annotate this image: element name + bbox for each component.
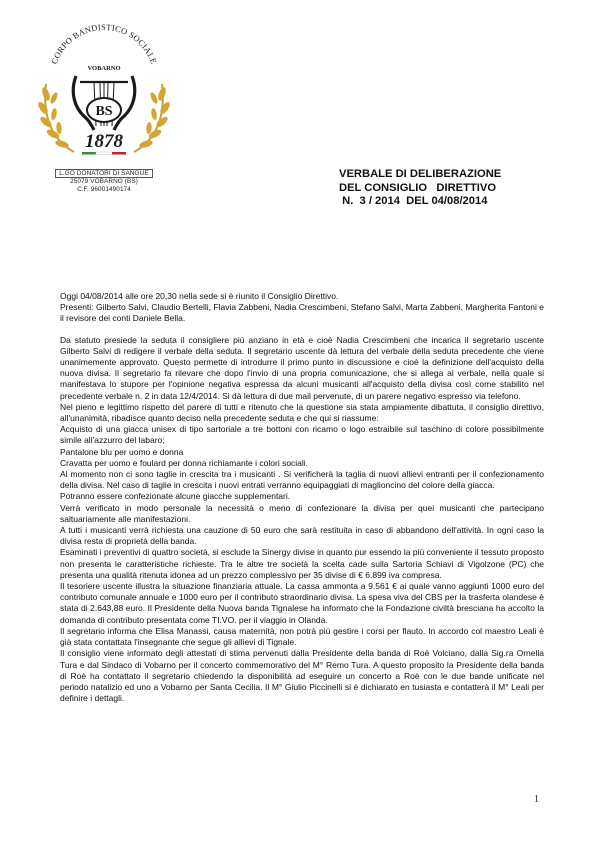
logo-fiscal-code: C.F. 96001490174: [77, 185, 131, 193]
paragraph-finances: Il tesoriere uscente illustra la situazione finanziaria attuale. La cassa ammonta a 9.561 € ai quale vanno aggiunti 1000 euro del contributo comunale annuale e 1000 euro per il contributo straordinario divisa. La spesa viva del CBS per la trasferta olandese è stata di 2.643,88 euro. Il Presidente della Nuova banda Tignalese ha informato che la Fondazione civiltà bresciana ha accolto la domanda di contributo presentata come TI.VO. per il viaggio in Olanda.: [60, 581, 544, 625]
paragraph-quotes: Esaminati i preventivi di quattro società, si esclude la Sinergy divise in quanto pur essendo la più conveniente il tessuto proposto non presenta le caratteristiche richieste. Tra le altre tre società la scelta cade sulla Sartoria Schiavi di Vigolzone (PC) che presenta una qualità ritenuta idonea ad un prezzo complessivo per 35 divise di € 6.899 iva compresa.: [60, 547, 544, 580]
title-line-2: DEL CONSIGLIO DIRETTIVO: [339, 181, 497, 194]
lyre-emblem-icon: [24, 22, 184, 172]
paragraph-flute-teacher: Il segretario informa che Elisa Manassi, causa maternità, non potrà più gestire i corsi per flauto. In accordo col maestro Leali è già stata contattata l'insegnante che segue gli allievi di Tignale.: [60, 625, 544, 648]
svg-text:CORPO BANDISTICO SOCIALE: [50, 23, 158, 65]
paragraph-trousers: Pantalone blu per uomo e donna: [60, 446, 184, 457]
logo-address-street: L.GO DONATORI DI SANGUE: [55, 169, 152, 178]
logo-year: 1878: [85, 131, 123, 152]
logo-caption: [24, 169, 184, 193]
minutes-body: [60, 291, 544, 704]
paragraph-attendees: Presenti: Gilberto Salvi, Claudio Bertelli, Flavia Zabbeni, Nadia Crescimbeni, Stefano Salvi, Marta Zabbeni, Margherita Fantoni e il revisore dei conti Daniele Bella.: [60, 302, 544, 324]
logo-address-town: 25079 VOBARNO (BS): [70, 178, 138, 185]
paragraph-deposit: A tutti i musicanti verrà richiesta una cauzione di 50 euro che sarà restituita in caso di abbandono dell'attività. In ogni caso la divisa resta di proprietà della banda.: [60, 525, 544, 547]
paragraph-meeting-date: Oggi 04/08/2014 alle ore 20,30 nella sede si è riunito il Consiglio Direttivo.: [60, 291, 339, 301]
paragraph-opening: Da statuto presiede la seduta il consigliere più anziano in età e cioè Nadia Crescimbeni che incarica il segretario uscente Gilberto Salvi di redigere il verbale della seduta. Il segretario uscente dà lettura del verbale della seduta precedente che viene unanimemente approvato. Questo permette di introdurre il primo punto in discussione e cioè la definizione dell'acquisto della nuova divisa. Il segretario fa rilevare che dopo l'invio di una propria comunicazione, che si allega al verbale, nella quale si manifestava lo stupore per l'opinione negativa espressa da alcuni musicanti all'acquisto della divisa così come stabilito nel precedente verbale n. 2 in data 12/4/2014. Si dà lettura di due mail pervenute, di un parere negativo espresso via telefono.: [60, 334, 544, 401]
logo-town: VOBARNO: [87, 65, 121, 72]
paragraph-concerts: Il consiglio viene informato degli attestati di stima pervenuti dalla Presidente della banda di Roè Volciano, dalla Sig.ra Ornella Tura e dal Sindaco di Vobarno per il concerto commemorativo del M° Remo Tura. A questo proposito la Presidente della banda di Roè ha contattato il segretario chiedendo la disponibilità ad eseguire un concerto a Roè con le due bande unificate nel periodo natalizio ed uno a Vobarno per Santa Cecilia. Il M° Giulio Piccinelli si è dichiarato en tusiasta e contatterà il M° Leali per definire i dettagli.: [60, 648, 544, 704]
paragraph-tie: Cravatta per uomo e foulard per donna richiamante i colori sociali.: [60, 457, 309, 468]
paragraph-extra-jackets: Potranno essere confezionate alcune giacche supplementari.: [60, 491, 291, 502]
title-line-3: N. 3 / 2014 DEL 04/08/2014: [339, 195, 488, 207]
paragraph-decision: Nel pieno e legittimo rispetto del parere di tutti e ritenuto che la questione sia stata ampiamente dibattuta, il consiglio direttivo, all'unanimità, ribadisce quanto deciso nella precedente seduta e che qui si riassume:: [60, 401, 544, 424]
document-title: [339, 168, 501, 209]
logo-arc-text: CORPO BANDISTICO SOCIALE: [49, 22, 159, 66]
paragraph-occasional-members: Verrà verificato in modo personale la necessità o meno di confezionare la divisa per quei musicanti che partecipano saltuariamente alle manifestazioni.: [60, 502, 544, 524]
logo-monogram: BS: [95, 104, 113, 119]
paragraph-sizes: Al momento non ci sono taglie in crescita tra i musicanti . Si verificherà la taglia di nuovi allievi entranti per il confezionamento della divisa. Nel caso di taglie in crescita i nuovi entrati verranno equipaggiati di maglioncino del colore della giacca.: [60, 469, 544, 491]
page-number: 1: [534, 794, 539, 805]
paragraph-jacket: Acquisto di una giacca unisex di tipo sartoriale a tre bottoni con ricamo o logo estraibile sul taschino di colore possibilmente simile all'azzurro del labaro;: [60, 424, 544, 446]
title-line-1: VERBALE DI DELIBERAZIONE: [339, 168, 502, 180]
band-logo: [24, 22, 184, 193]
